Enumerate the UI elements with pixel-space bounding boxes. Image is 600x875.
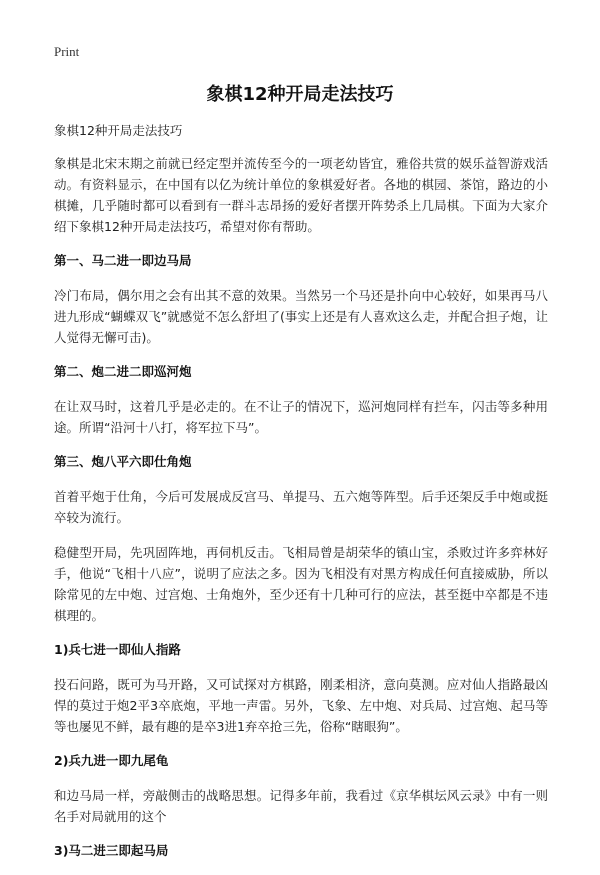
section-heading-4: 1)兵七进一即仙人指路 [54, 642, 181, 657]
article-body [54, 120, 548, 875]
section-heading-1: 第一、马二进一即边马局 [54, 253, 192, 268]
page-title: 象棋12种开局走法技巧 [206, 84, 394, 105]
article-subtitle: 象棋12种开局走法技巧 [54, 123, 183, 138]
section-heading-2: 第二、炮二进二即巡河炮 [54, 364, 192, 379]
section-5-paragraph-1: 和边马局一样，旁敲侧击的战略思想。记得多年前，我看过《京华棋坛风云录》中有一则名手对局就用的这个 [54, 788, 548, 824]
section-1-paragraph-1: 冷门布局，偶尔用之会有出其不意的效果。当然另一个马还是扑向中心较好，如果再马八进九形成“蝴蝶双飞”就感觉不怎么舒坦了(事实上还是有人喜欢这么走，并配合担子炮，让人觉得无懈可击)。 [54, 288, 548, 345]
print-button[interactable]: Print [54, 44, 80, 59]
section-3-paragraph-2: 稳健型开局，先巩固阵地，再伺机反击。飞相局曾是胡荣华的镇山宝，杀败过许多弈林好手，他说“飞相十八应”，说明了应法之多。因为飞相没有对黑方构成任何直接威胁，所以除常见的左中炮、过宫炮、士角炮外，至少还有十几种可行的应法，甚至挺中卒都是不违棋理的。 [54, 545, 548, 623]
section-heading-3: 第三、炮八平六即仕角炮 [54, 454, 192, 469]
section-heading-5: 2)兵九进一即九尾龟 [54, 753, 169, 768]
intro-paragraph: 象棋是北宋末期之前就已经定型并流传至今的一项老幼皆宜，雅俗共赏的娱乐益智游戏活动。有资料显示，在中国有以亿为统计单位的象棋爱好者。各地的棋园、茶馆，路边的小棋摊，几乎随时都可以看到有一群斗志昂扬的爱好者摆开阵势杀上几局棋。下面为大家介绍下象棋12种开局走法技巧，希望对你有帮助。 [54, 156, 548, 234]
section-3-paragraph-1: 首着平炮于仕角，今后可发展成反宫马、单提马、五六炮等阵型。后手还架反手中炮或挺卒较为流行。 [54, 489, 548, 525]
section-heading-6: 3)马二进三即起马局 [54, 843, 169, 858]
section-2-paragraph-1: 在让双马时，这着几乎是必走的。在不让子的情况下，巡河炮同样有拦车，闪击等多种用途。所谓“沿河十八打，将军拉下马”。 [54, 399, 548, 435]
section-4-paragraph-1: 投石问路，既可为马开路，又可试探对方棋路，刚柔相济，意向莫测。应对仙人指路最凶悍的莫过于炮2平3卒底炮，平地一声雷。另外，飞象、左中炮、对兵局、过宫炮、起马等等也屡见不鲜，最有趣的是卒3进1弃卒抢三先，俗称“瞎眼狗”。 [54, 677, 548, 734]
